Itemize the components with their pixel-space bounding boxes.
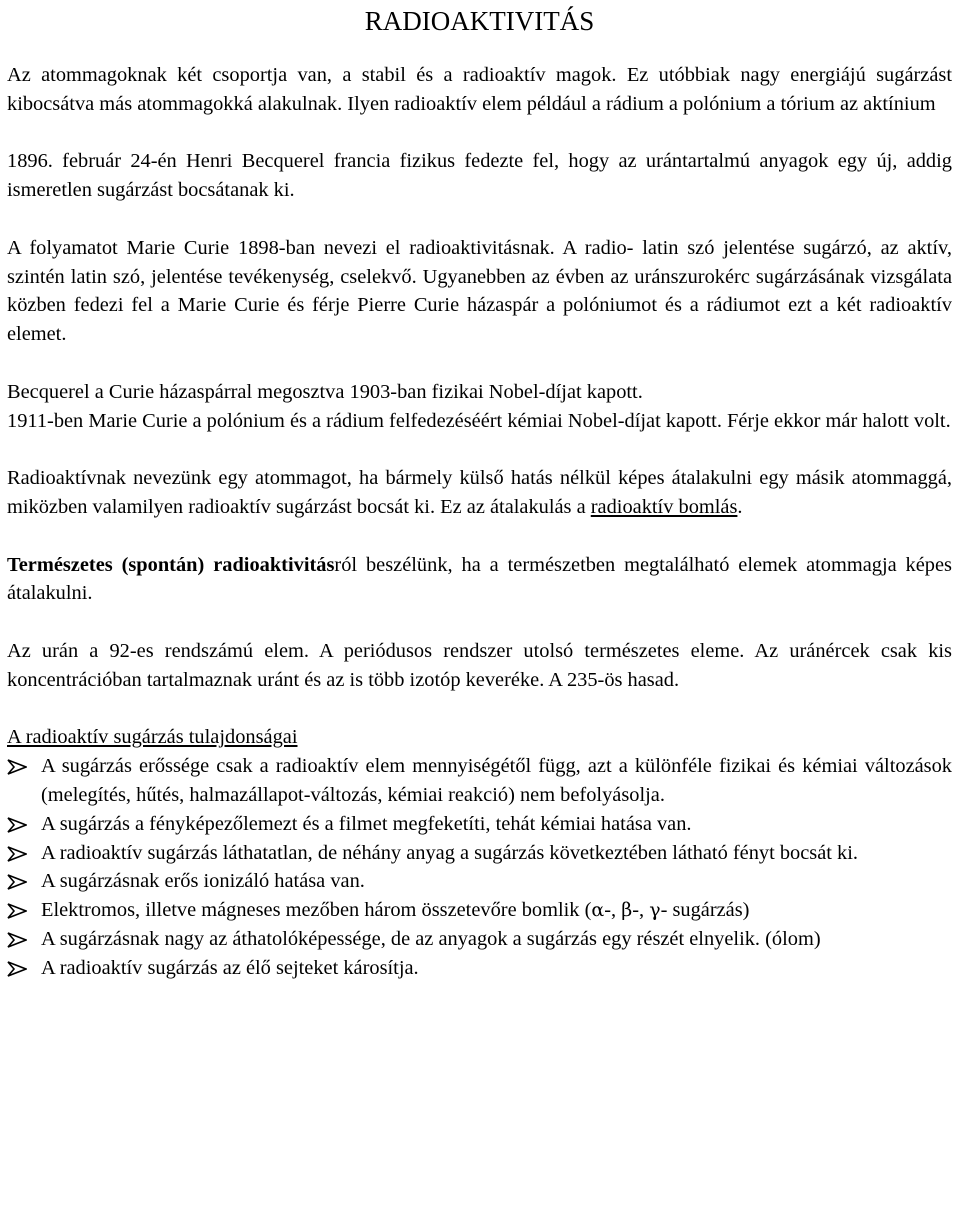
definition-end: .	[737, 495, 743, 518]
beta-symbol: β	[621, 899, 633, 922]
list-item	[7, 896, 952, 925]
gamma-symbol: γ	[649, 899, 661, 922]
arrowhead-bullet-icon	[7, 810, 29, 839]
property-text: A radioaktív sugárzás láthatatlan, de néhány anyag a sugárzás következtében látható fényt bocsát ki.	[41, 841, 859, 864]
list-item	[7, 925, 952, 954]
list-item	[7, 954, 952, 983]
page-title: RADIOAKTIVITÁS	[364, 6, 595, 36]
paragraph-intro: Az atommagoknak két csoportja van, a stabil és a radioaktív magok. Ez utóbbiak nagy energiájú sugárzást kibocsátva más atommagokká alakulnak. Ilyen radioaktív elem például a rádium a polónium a tórium az aktínium	[7, 64, 952, 115]
list-item	[7, 867, 952, 896]
components-text-end: - sugárzás)	[660, 899, 750, 922]
arrowhead-bullet-icon	[7, 896, 29, 925]
arrowhead-bullet-icon	[7, 867, 29, 896]
property-text: A radioaktív sugárzás az élő sejteket károsítja.	[41, 956, 419, 979]
components-text: Elektromos, illetve mágneses mezőben három összetevőre bomlik (	[41, 899, 592, 922]
paragraph-curie-naming: A folyamatot Marie Curie 1898-ban nevezi el radioaktivitásnak. A radio- latin szó jelentése sugárzó, az aktív, szintén latin szó, jelentése tevékenység, cselekvő. Ugyanebben az évben az uránszurokérc sugárzásának vizsgálata közben fedezi fel a Marie Curie és férje Pierre Curie házaspár a polóniumot és a rádiumot ezt a két radioaktív elemet.	[7, 236, 952, 346]
property-text: A sugárzásnak nagy az áthatolóképessége, de az anyagok a sugárzás egy részét elnyelik. (ólom)	[41, 927, 821, 950]
alpha-symbol: α	[591, 899, 605, 922]
paragraph-nobel-1903: Becquerel a Curie házaspárral megosztva 1903-ban fizikai Nobel-díjat kapott.	[7, 380, 643, 403]
section-heading: A radioaktív sugárzás tulajdonságai	[7, 726, 298, 749]
list-item	[7, 752, 952, 810]
natural-radioactivity-text: ról beszélünk, ha a természetben megtalálható elemek atommagja képes átalakulni.	[7, 553, 952, 605]
properties-list	[7, 752, 952, 982]
list-item	[7, 810, 952, 839]
paragraph-nobel-1911: 1911-ben Marie Curie a polónium és a rádium felfedezéséért kémiai Nobel-díjat kapott. Férje ekkor már halott volt.	[7, 409, 951, 432]
term-natural-radioactivity: Természetes (spontán) radioaktivitás	[7, 553, 335, 576]
list-item	[7, 839, 952, 868]
arrowhead-bullet-icon	[7, 839, 29, 868]
property-text-components	[41, 899, 749, 921]
property-text: A sugárzás erőssége csak a radioaktív elem mennyiségétől függ, azt a különféle fizikai és kémiai változások (melegítés, hűtés, halmazállapot-változás, kémiai reakció) nem befolyásolja.	[41, 755, 952, 806]
paragraph-becquerel-discovery: 1896. február 24-én Henri Becquerel francia fizikus fedezte fel, hogy az urántartalmú anyagok egy új, addig ismeretlen sugárzást bocsátanak ki.	[7, 150, 952, 202]
term-radioactive-decay: radioaktív bomlás	[590, 495, 738, 518]
arrowhead-bullet-icon	[7, 954, 29, 983]
paragraph-uranium: Az urán a 92-es rendszámú elem. A periódusos rendszer utolsó természetes eleme. Az uránércek csak kis koncentrációban tartalmaznak uránt és az is több izotóp keveréke. A 235-ös hasad.	[7, 639, 952, 691]
paragraph-natural-radioactivity	[7, 551, 952, 609]
arrowhead-bullet-icon	[7, 752, 29, 781]
separator: -,	[632, 899, 650, 922]
separator: -,	[604, 899, 622, 922]
property-text: A sugárzásnak erős ionizáló hatása van.	[41, 870, 365, 893]
definition-text: Radioaktívnak nevezünk egy atommagot, ha bármely külső hatás nélkül képes átalakulni egy másik atommaggá, miközben valamilyen radioaktív sugárzást bocsát ki. Ez az átalakulás a	[7, 467, 952, 518]
paragraph-definition	[7, 464, 952, 522]
arrowhead-bullet-icon	[7, 925, 29, 954]
property-text: A sugárzás a fényképezőlemezt és a filmet megfeketíti, tehát kémiai hatása van.	[41, 812, 692, 835]
